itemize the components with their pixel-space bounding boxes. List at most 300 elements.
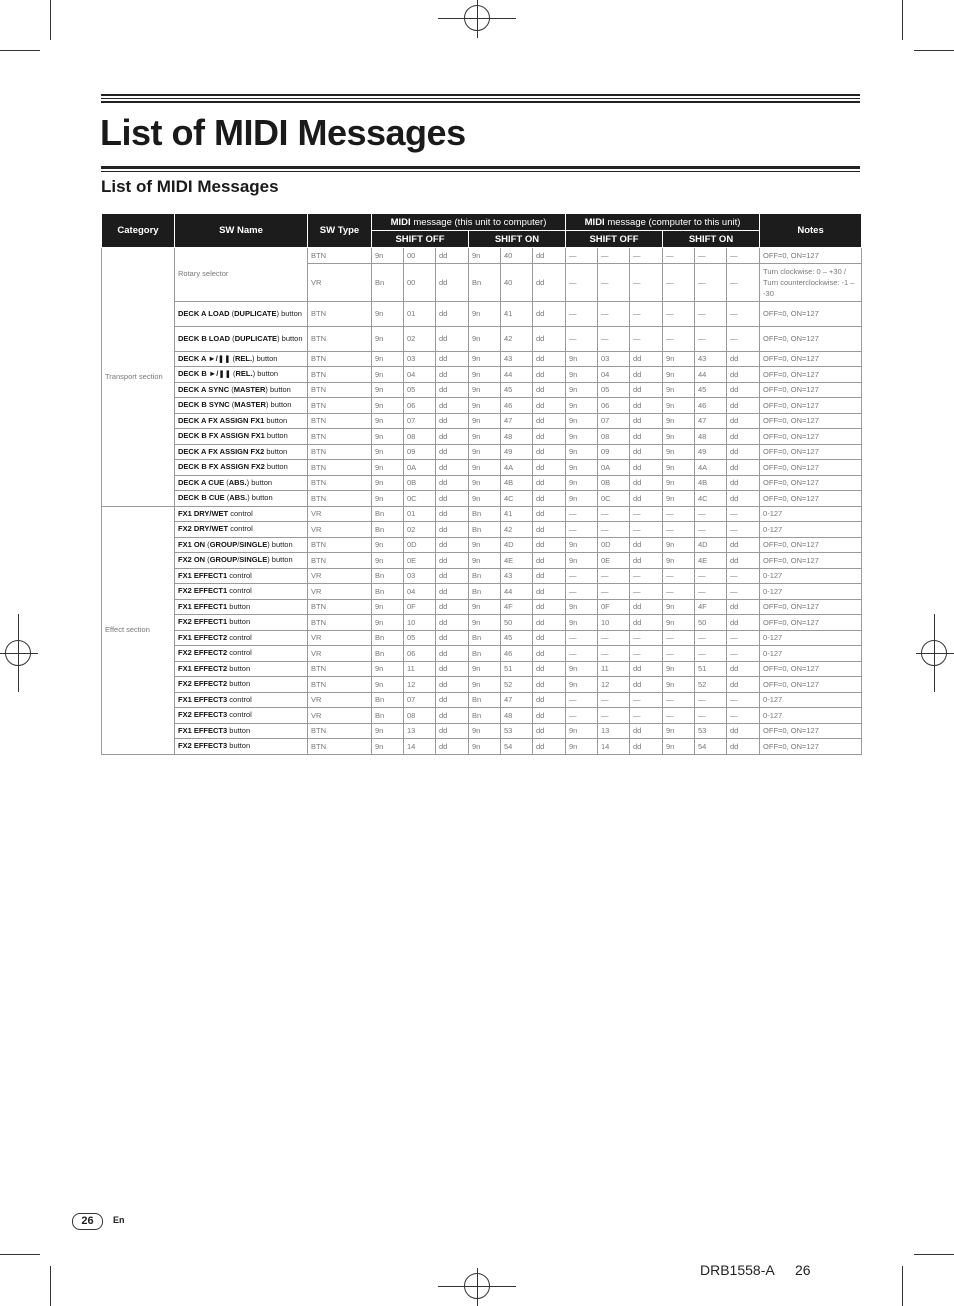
notes-cell: OFF=0, ON=127 <box>760 491 862 507</box>
midi-value-cell: — <box>695 301 727 326</box>
sw-name-bold: FX1 EFFECT2 <box>178 632 228 642</box>
midi-value-cell: 40 <box>501 263 533 301</box>
sw-name-cell <box>175 522 308 538</box>
midi-value-cell: Bn <box>469 646 501 662</box>
midi-value-cell: dd <box>436 599 469 615</box>
sw-type-cell: BTN <box>308 661 372 677</box>
midi-value-cell: 9n <box>663 444 695 460</box>
midi-value-cell: — <box>695 506 727 522</box>
crop-mark <box>0 1254 40 1255</box>
sw-name-bold: REL. <box>234 353 253 363</box>
sw-type-cell: BTN <box>308 537 372 553</box>
section-rule <box>101 171 860 172</box>
sw-name-text: button <box>227 741 251 751</box>
midi-value-cell: — <box>566 326 598 351</box>
crop-mark <box>914 1254 954 1255</box>
sw-name-cell <box>175 398 308 414</box>
sw-name-text: control <box>227 694 252 704</box>
midi-value-cell: 9n <box>372 599 404 615</box>
midi-value-cell: — <box>695 248 727 264</box>
midi-value-cell: 9n <box>663 413 695 429</box>
midi-value-cell: dd <box>727 382 760 398</box>
sw-name-text: control <box>228 508 253 518</box>
table-row <box>102 506 862 522</box>
midi-value-cell: 42 <box>501 522 533 538</box>
sw-type-cell: BTN <box>308 326 372 351</box>
sw-name-bold: DECK A FX ASSIGN FX1 <box>178 415 265 425</box>
crop-mark <box>50 0 51 40</box>
midi-value-cell: 9n <box>469 475 501 491</box>
sw-name-cell <box>175 382 308 398</box>
sw-name-bold: DECK B SYNC <box>178 400 230 410</box>
midi-value-cell: — <box>727 301 760 326</box>
midi-value-cell: dd <box>533 506 566 522</box>
notes-cell: 0-127 <box>760 568 862 584</box>
midi-value-cell: dd <box>533 351 566 367</box>
midi-value-cell: 9n <box>566 723 598 739</box>
sw-type-cell: VR <box>308 522 372 538</box>
midi-value-cell: — <box>630 646 663 662</box>
midi-value-cell: 0F <box>404 599 436 615</box>
sw-name-bold: DUPLICATE <box>234 308 277 318</box>
midi-value-cell: 9n <box>663 367 695 383</box>
table-row <box>102 475 862 491</box>
midi-value-cell: dd <box>436 723 469 739</box>
sw-name-cell <box>175 367 308 383</box>
midi-value-cell: 04 <box>404 367 436 383</box>
midi-value-cell: dd <box>436 677 469 693</box>
midi-value-cell: dd <box>436 661 469 677</box>
midi-value-cell: dd <box>533 537 566 553</box>
midi-value-cell: dd <box>630 413 663 429</box>
header-sw-name: SW Name <box>175 214 308 248</box>
table-row <box>102 584 862 600</box>
midi-value-cell: 9n <box>372 661 404 677</box>
midi-value-cell: 12 <box>404 677 436 693</box>
table-row <box>102 248 862 264</box>
midi-value-cell: 41 <box>501 506 533 522</box>
crop-mark <box>902 1266 903 1306</box>
sw-name-text: button <box>227 663 251 673</box>
midi-value-cell: 12 <box>598 677 630 693</box>
midi-value-cell: 0C <box>404 491 436 507</box>
midi-value-cell: dd <box>436 413 469 429</box>
notes-cell: Turn clockwise: 0 – +30 / Turn counterclockwise: -1 – -30 <box>760 263 862 301</box>
notes-cell: 0-127 <box>760 506 862 522</box>
sw-name-text: ( <box>230 353 235 363</box>
midi-value-cell: 9n <box>469 382 501 398</box>
midi-value-cell: dd <box>533 429 566 445</box>
midi-value-cell: 10 <box>598 615 630 631</box>
sw-name-bold: ABS. <box>229 493 248 503</box>
midi-value-cell: — <box>663 326 695 351</box>
midi-value-cell: dd <box>436 491 469 507</box>
sw-name-text: / <box>237 555 240 565</box>
sw-name-cell <box>175 475 308 491</box>
midi-value-cell: — <box>727 522 760 538</box>
sw-type-cell: VR <box>308 630 372 646</box>
midi-value-cell: 9n <box>663 351 695 367</box>
document-code: DRB1558-A <box>700 1262 775 1278</box>
sw-name-text: control <box>227 632 252 642</box>
notes-cell: OFF=0, ON=127 <box>760 326 862 351</box>
midi-value-cell: dd <box>436 584 469 600</box>
midi-value-cell: — <box>630 692 663 708</box>
sw-name-cell <box>175 692 308 708</box>
sw-name-text: button <box>264 462 288 472</box>
table-row <box>102 723 862 739</box>
midi-value-cell: dd <box>436 568 469 584</box>
midi-value-cell: dd <box>727 398 760 414</box>
midi-value-cell: dd <box>727 599 760 615</box>
midi-value-cell: Bn <box>372 522 404 538</box>
midi-value-cell: 9n <box>663 398 695 414</box>
midi-value-cell: 13 <box>404 723 436 739</box>
midi-value-cell: dd <box>630 661 663 677</box>
midi-value-cell: 9n <box>663 615 695 631</box>
sw-type-cell: BTN <box>308 301 372 326</box>
midi-value-cell: 9n <box>469 351 501 367</box>
sw-type-cell: BTN <box>308 599 372 615</box>
midi-value-cell: 4C <box>501 491 533 507</box>
sw-name-cell <box>175 460 308 476</box>
notes-cell: 0-127 <box>760 630 862 646</box>
midi-value-cell: 06 <box>404 646 436 662</box>
midi-value-cell: dd <box>436 708 469 724</box>
sw-type-cell: BTN <box>308 444 372 460</box>
sw-name-cell: Rotary selector <box>175 248 308 302</box>
midi-value-cell: dd <box>727 351 760 367</box>
table-row <box>102 382 862 398</box>
midi-value-cell: — <box>566 506 598 522</box>
sw-type-cell: BTN <box>308 429 372 445</box>
midi-value-cell: 9n <box>372 301 404 326</box>
midi-value-cell: — <box>630 248 663 264</box>
midi-value-cell: — <box>663 301 695 326</box>
table-row <box>102 367 862 383</box>
midi-value-cell: dd <box>436 460 469 476</box>
midi-value-cell: dd <box>533 646 566 662</box>
midi-value-cell: dd <box>727 444 760 460</box>
midi-value-cell: 0A <box>404 460 436 476</box>
midi-value-cell: 05 <box>404 630 436 646</box>
sw-name-text: control <box>227 586 252 596</box>
midi-value-cell: 07 <box>404 413 436 429</box>
midi-value-cell: dd <box>630 723 663 739</box>
midi-value-cell: — <box>727 326 760 351</box>
midi-value-cell: 04 <box>598 367 630 383</box>
midi-value-cell: 4B <box>695 475 727 491</box>
midi-value-cell: 9n <box>566 429 598 445</box>
midi-value-cell: 9n <box>566 460 598 476</box>
midi-value-cell: dd <box>533 739 566 755</box>
sw-name-cell <box>175 351 308 367</box>
notes-cell: 0-127 <box>760 522 862 538</box>
midi-value-cell: 06 <box>404 398 436 414</box>
midi-value-cell: 4E <box>695 553 727 569</box>
midi-value-cell: dd <box>630 367 663 383</box>
midi-value-cell: — <box>598 646 630 662</box>
crop-mark <box>0 50 40 51</box>
midi-value-cell: — <box>598 326 630 351</box>
notes-cell: OFF=0, ON=127 <box>760 351 862 367</box>
midi-value-cell: 4F <box>695 599 727 615</box>
midi-value-cell: dd <box>533 475 566 491</box>
midi-value-cell: 0B <box>598 475 630 491</box>
sw-name-bold: DECK A SYNC <box>178 384 230 394</box>
midi-value-cell: — <box>566 301 598 326</box>
crop-mark <box>902 0 903 40</box>
table-row <box>102 739 862 755</box>
midi-value-cell: 9n <box>663 599 695 615</box>
midi-value-cell: 04 <box>404 584 436 600</box>
sw-name-bold: SINGLE <box>239 555 268 565</box>
midi-value-cell: — <box>598 630 630 646</box>
midi-value-cell: 0E <box>598 553 630 569</box>
sw-name-text: / <box>237 539 240 549</box>
midi-value-cell: dd <box>533 491 566 507</box>
sw-name-text: ( <box>230 333 235 343</box>
sw-name-cell <box>175 584 308 600</box>
midi-value-cell: dd <box>533 568 566 584</box>
midi-value-cell: dd <box>727 553 760 569</box>
midi-value-cell: 4A <box>695 460 727 476</box>
midi-value-cell: 4D <box>501 537 533 553</box>
midi-value-cell: 9n <box>469 677 501 693</box>
midi-value-cell: — <box>630 326 663 351</box>
table-row <box>102 630 862 646</box>
notes-cell: OFF=0, ON=127 <box>760 429 862 445</box>
midi-value-cell: 08 <box>404 429 436 445</box>
sw-name-text: ( <box>229 308 235 318</box>
midi-value-cell: 09 <box>598 444 630 460</box>
midi-value-cell: 07 <box>598 413 630 429</box>
sw-name-text: button <box>264 446 288 456</box>
midi-value-cell: dd <box>727 413 760 429</box>
notes-cell: OFF=0, ON=127 <box>760 723 862 739</box>
midi-value-cell: dd <box>533 263 566 301</box>
midi-value-cell: Bn <box>372 584 404 600</box>
page-title: List of MIDI Messages <box>100 112 466 153</box>
midi-value-cell: 42 <box>501 326 533 351</box>
midi-value-cell: — <box>695 630 727 646</box>
sw-type-cell: BTN <box>308 248 372 264</box>
midi-value-cell: 9n <box>372 537 404 553</box>
midi-value-cell: — <box>598 692 630 708</box>
midi-value-cell: 9n <box>469 301 501 326</box>
sw-name-text: ) button <box>246 477 273 487</box>
midi-value-cell: 9n <box>372 460 404 476</box>
midi-value-cell: 03 <box>404 568 436 584</box>
midi-value-cell: dd <box>436 367 469 383</box>
midi-value-cell: 9n <box>566 444 598 460</box>
sw-type-cell: VR <box>308 646 372 662</box>
midi-value-cell: 09 <box>404 444 436 460</box>
sw-name-cell <box>175 491 308 507</box>
midi-value-cell: dd <box>436 248 469 264</box>
sw-name-cell <box>175 413 308 429</box>
sw-name-text: ) button <box>252 369 279 379</box>
midi-value-cell: — <box>695 522 727 538</box>
header-sw-type: SW Type <box>308 214 372 248</box>
midi-value-cell: 9n <box>372 491 404 507</box>
midi-value-cell: 9n <box>566 615 598 631</box>
midi-value-cell: dd <box>436 630 469 646</box>
midi-value-cell: 07 <box>404 692 436 708</box>
sw-name-text: ( <box>224 493 230 503</box>
table-row <box>102 646 862 662</box>
midi-value-cell: 48 <box>501 429 533 445</box>
midi-value-cell: 4F <box>501 599 533 615</box>
midi-value-cell: 44 <box>501 367 533 383</box>
midi-value-cell: dd <box>727 723 760 739</box>
sw-name-text: button <box>227 601 251 611</box>
sw-name-bold: FX1 EFFECT2 <box>178 663 228 673</box>
sw-name-bold: FX2 EFFECT2 <box>178 679 228 689</box>
table-row <box>102 413 862 429</box>
midi-value-cell: — <box>727 692 760 708</box>
crop-mark <box>914 50 954 51</box>
midi-value-cell: — <box>566 584 598 600</box>
midi-value-cell: dd <box>630 382 663 398</box>
midi-value-cell: Bn <box>372 506 404 522</box>
table-row <box>102 537 862 553</box>
midi-value-cell: dd <box>533 661 566 677</box>
sw-name-bold: FX1 EFFECT1 <box>178 570 228 580</box>
category-cell: Effect section <box>102 506 175 754</box>
midi-value-cell: 9n <box>372 475 404 491</box>
midi-value-cell: 9n <box>663 382 695 398</box>
sw-name-bold: FX2 EFFECT3 <box>178 741 228 751</box>
sw-name-bold: DECK B ►/❚❚ <box>178 369 231 379</box>
sw-type-cell: VR <box>308 692 372 708</box>
midi-value-cell: 9n <box>663 429 695 445</box>
midi-value-cell: — <box>695 568 727 584</box>
midi-value-cell: 02 <box>404 522 436 538</box>
midi-value-cell: 9n <box>372 429 404 445</box>
midi-value-cell: dd <box>727 677 760 693</box>
sw-name-bold: FX2 EFFECT2 <box>178 648 228 658</box>
midi-value-cell: — <box>630 263 663 301</box>
sw-name-bold: DECK B LOAD <box>178 333 231 343</box>
sw-name-text: ) button <box>265 400 292 410</box>
sw-name-bold: DECK A ►/❚❚ <box>178 353 231 363</box>
sw-name-bold: ABS. <box>228 477 247 487</box>
sw-name-cell <box>175 630 308 646</box>
midi-value-cell: dd <box>727 429 760 445</box>
midi-value-cell: 9n <box>372 739 404 755</box>
sw-name-bold: FX2 EFFECT1 <box>178 617 228 627</box>
registration-mark-line <box>0 653 38 654</box>
midi-value-cell: 44 <box>695 367 727 383</box>
midi-value-cell: 9n <box>566 382 598 398</box>
midi-value-cell: 53 <box>695 723 727 739</box>
midi-value-cell: 9n <box>372 382 404 398</box>
sw-name-bold: FX2 EFFECT3 <box>178 710 228 720</box>
midi-value-cell: 03 <box>404 351 436 367</box>
midi-value-cell: 9n <box>469 444 501 460</box>
midi-value-cell: dd <box>436 553 469 569</box>
sw-name-bold: FX1 ON <box>178 539 206 549</box>
midi-value-cell: Bn <box>372 708 404 724</box>
midi-value-cell: 0C <box>598 491 630 507</box>
midi-value-cell: dd <box>436 739 469 755</box>
midi-value-cell: Bn <box>469 708 501 724</box>
midi-value-cell: — <box>630 708 663 724</box>
sw-name-cell <box>175 429 308 445</box>
notes-cell: 0-127 <box>760 646 862 662</box>
sw-type-cell: BTN <box>308 615 372 631</box>
midi-value-cell: 03 <box>598 351 630 367</box>
midi-value-cell: 48 <box>501 708 533 724</box>
midi-value-cell: 51 <box>501 661 533 677</box>
midi-value-cell: dd <box>533 413 566 429</box>
midi-value-cell: 44 <box>501 584 533 600</box>
sw-name-bold: FX1 EFFECT3 <box>178 694 228 704</box>
section-rule <box>101 166 860 169</box>
midi-value-cell: dd <box>533 723 566 739</box>
midi-value-cell: — <box>566 248 598 264</box>
notes-cell: OFF=0, ON=127 <box>760 301 862 326</box>
midi-value-cell: 47 <box>695 413 727 429</box>
midi-value-cell: 9n <box>663 723 695 739</box>
midi-value-cell: 9n <box>663 491 695 507</box>
midi-value-cell: dd <box>533 444 566 460</box>
midi-value-cell: Bn <box>469 630 501 646</box>
midi-value-cell: dd <box>533 326 566 351</box>
table-row <box>102 692 862 708</box>
midi-value-cell: 9n <box>469 537 501 553</box>
midi-value-cell: 9n <box>663 460 695 476</box>
sw-name-cell <box>175 739 308 755</box>
table-row <box>102 460 862 476</box>
midi-value-cell: 9n <box>372 553 404 569</box>
midi-value-cell: 41 <box>501 301 533 326</box>
midi-value-cell: dd <box>436 398 469 414</box>
midi-value-cell: 47 <box>501 413 533 429</box>
midi-value-cell: 0A <box>598 460 630 476</box>
midi-value-cell: dd <box>533 692 566 708</box>
midi-value-cell: — <box>695 708 727 724</box>
notes-cell: OFF=0, ON=127 <box>760 739 862 755</box>
midi-value-cell: 50 <box>501 615 533 631</box>
midi-value-cell: 9n <box>469 460 501 476</box>
midi-value-cell: 9n <box>469 739 501 755</box>
midi-value-cell: — <box>727 248 760 264</box>
midi-value-cell: — <box>695 646 727 662</box>
midi-value-cell: 46 <box>695 398 727 414</box>
sw-name-bold: DECK A CUE <box>178 477 225 487</box>
sw-name-text: ) button <box>267 555 293 565</box>
midi-value-cell: — <box>727 630 760 646</box>
midi-value-cell: 4C <box>695 491 727 507</box>
midi-value-cell: Bn <box>469 506 501 522</box>
header-shift-on: SHIFT ON <box>663 231 760 248</box>
notes-cell: OFF=0, ON=127 <box>760 599 862 615</box>
midi-value-cell: — <box>695 584 727 600</box>
midi-value-cell: dd <box>533 522 566 538</box>
header-shift-off: SHIFT OFF <box>566 231 663 248</box>
midi-value-cell: 4B <box>501 475 533 491</box>
sw-name-bold: DUPLICATE <box>234 333 278 343</box>
midi-value-cell: dd <box>533 398 566 414</box>
midi-value-cell: 43 <box>501 351 533 367</box>
midi-value-cell: — <box>663 568 695 584</box>
midi-value-cell: 49 <box>695 444 727 460</box>
midi-value-cell: — <box>727 646 760 662</box>
header-rule <box>101 98 860 99</box>
midi-value-cell: — <box>630 584 663 600</box>
